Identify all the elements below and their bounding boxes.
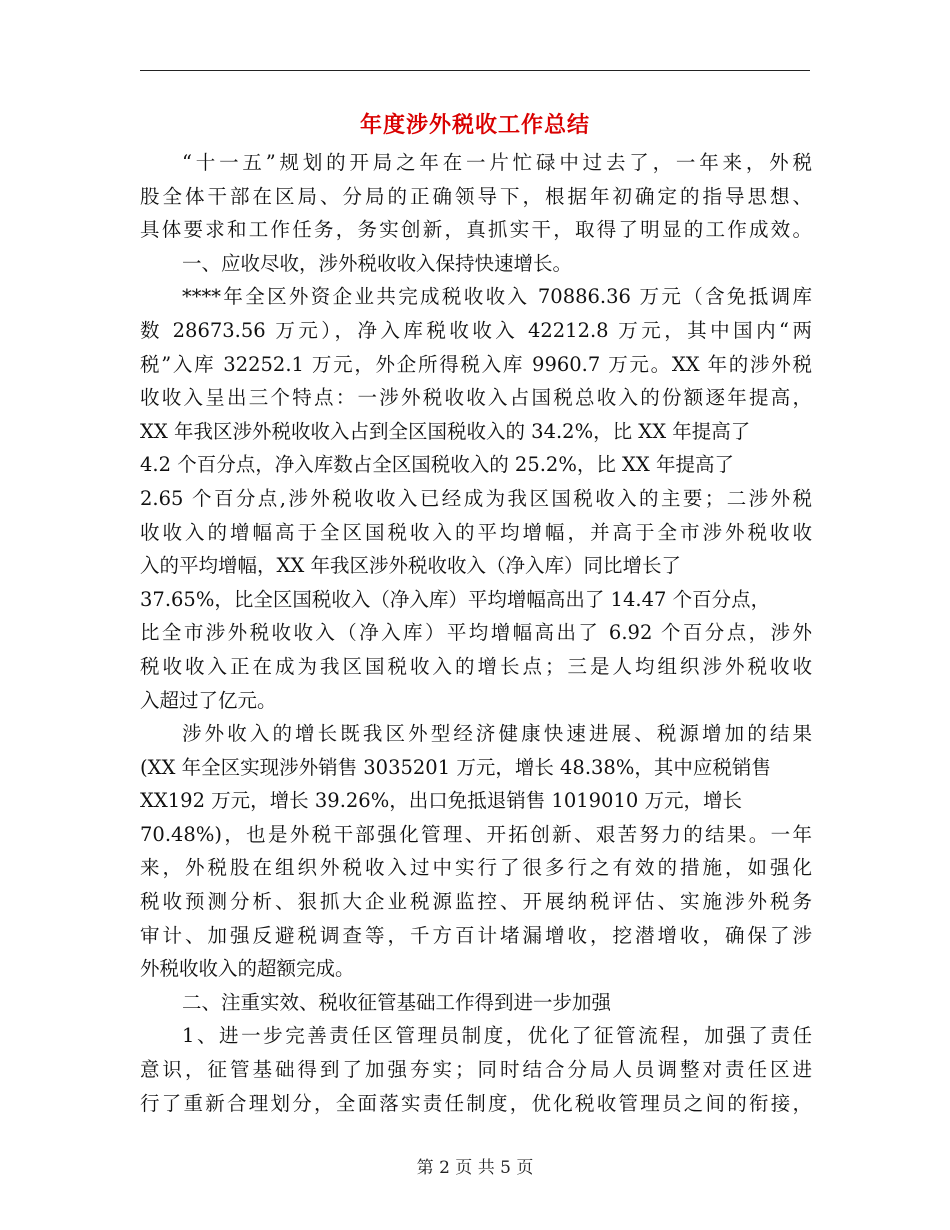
text-line: 具体要求和工作任务，务实创新，真抓实干，取得了明显的工作成效。: [140, 218, 812, 242]
text-line: (XX 年全区实现涉外销售 3035201 万元，增长 48.38%，其中应税销售: [140, 755, 771, 779]
text-line: 股全体干部在区局、分局的正确领导下，根据年初确定的指导思想、: [140, 184, 812, 208]
section-heading: 二、注重实效、税收征管基础工作得到进一步加强: [182, 990, 612, 1014]
text-line: 比全市涉外税收收入（净入库）平均增幅高出了 6.92 个百分点，涉外: [140, 621, 812, 645]
text-line: 70.48%)，也是外税干部强化管理、开拓创新、艰苦努力的结果。一年: [140, 822, 812, 846]
text-line: 外税收收入的超额完成。: [140, 957, 355, 981]
document-body: [140, 146, 812, 1120]
text-line: 涉外收入的增长既我区外型经济健康快速进展、税源增加的结果: [182, 722, 812, 746]
text-line: 行了重新合理划分，全面落实责任制度，优化税收管理员之间的衔接，: [140, 1091, 812, 1115]
text-line: 税”入库 32252.1 万元，外企所得税入库 9960.7 万元。XX 年的涉外税: [140, 352, 812, 376]
header-rule: [140, 70, 810, 71]
text-line: 收收入呈出三个特点：一涉外税收收入占国税总收入的份额逐年提高，: [140, 386, 812, 410]
text-line: “十一五”规划的开局之年在一片忙碌中过去了，一年来，外税: [182, 151, 812, 174]
text-line: 2.65 个百分点,涉外税收收入已经成为我区国税收入的主要；二涉外税: [140, 486, 812, 510]
text-line: XX192 万元，增长 39.26%，出口免抵退销售 1019010 万元，增长: [140, 789, 742, 813]
text-line: 税收预测分析、狠抓大企业税源监控、开展纳税评估、实施涉外税务: [140, 890, 812, 914]
text-line: 入超过了亿元。: [140, 688, 277, 712]
text-line: 入的平均增幅，XX 年我区涉外税收收入（净入库）同比增长了: [140, 554, 681, 578]
text-line: 收收入的增幅高于全区国税收入的平均增幅，并高于全市涉外税收收: [140, 520, 812, 544]
text-line: 审计、加强反避税调查等，千方百计堵漏增收，挖潜增收，确保了涉: [140, 923, 812, 947]
text-line: ****年全区外资企业共完成税收收入 70886.36 万元（含免抵调库: [182, 285, 812, 309]
page-footer: 第 2 页 共 5 页: [416, 1158, 534, 1178]
text-line: 来，外税股在组织外税收入过中实行了很多行之有效的措施，如强化: [140, 856, 812, 880]
text-line: 意识，征管基础得到了加强夯实；同时结合分局人员调整对责任区进: [140, 1058, 812, 1082]
text-line: 1、进一步完善责任区管理员制度，优化了征管流程，加强了责任: [182, 1024, 812, 1048]
section-heading: 一、应收尽收，涉外税收收入保持快速增长。: [182, 251, 573, 275]
text-line: XX 年我区涉外税收收入占到全区国税收入的 34.2%，比 XX 年提高了: [140, 419, 751, 443]
text-line: 37.65%，比全区国税收入（净入库）平均增幅高出了 14.47 个百分点，: [140, 587, 771, 611]
document-title: 年度涉外税收工作总结: [359, 113, 590, 138]
text-line: 税收收入正在成为我区国税收入的增长点；三是人均组织涉外税收收: [140, 654, 812, 678]
text-line: 4.2 个百分点，净入库数占全区国税收入的 25.2%，比 XX 年提高了: [140, 453, 735, 477]
text-line: 数 28673.56 万元），净入库税收收入 42212.8 万元，其中国内“两: [140, 318, 812, 342]
